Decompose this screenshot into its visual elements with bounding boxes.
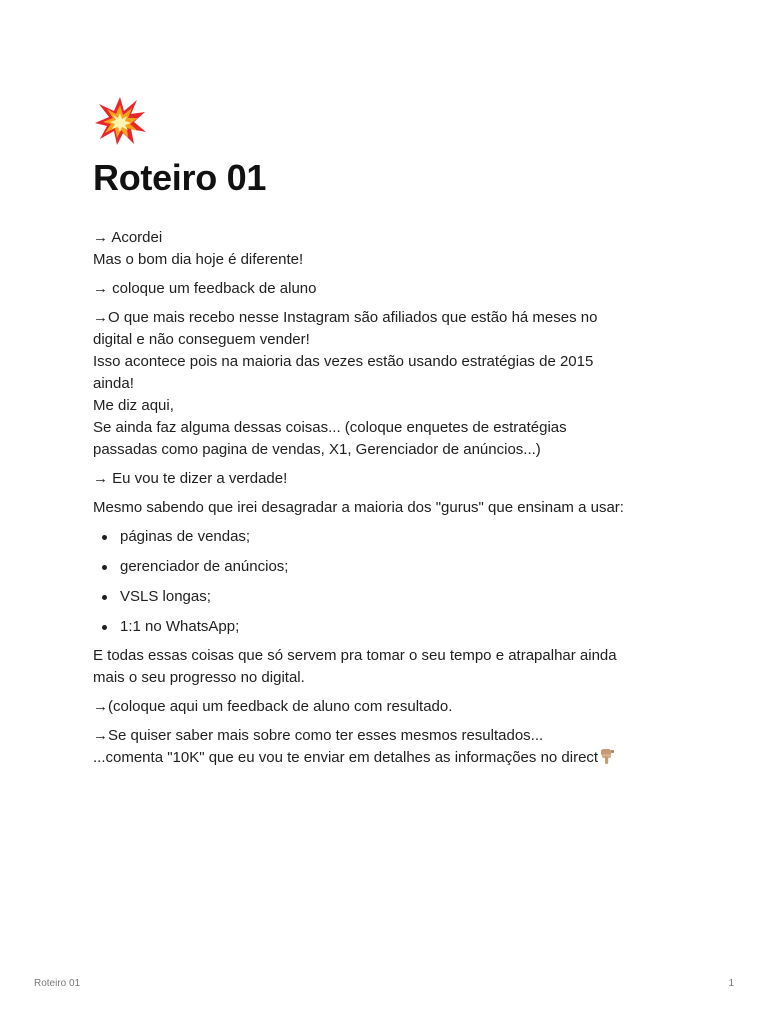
text-line: passadas como pagina de vendas, X1, Gerenciador de anúncios...) bbox=[93, 441, 541, 458]
page-title: Roteiro 01 bbox=[93, 157, 267, 198]
list-item-text: páginas de vendas; bbox=[120, 528, 251, 545]
text-line: Mas o bom dia hoje é diferente! bbox=[93, 251, 304, 268]
bullet-list bbox=[93, 526, 693, 638]
list-item-text: 1:1 no WhatsApp; bbox=[120, 618, 240, 635]
paragraph-waste-time bbox=[93, 645, 693, 689]
collision-icon bbox=[94, 96, 146, 146]
list-item bbox=[93, 586, 693, 608]
bullet-dot bbox=[102, 535, 107, 540]
text-line: Isso acontece pois na maioria das vezes estão usando estratégias de 2015 bbox=[93, 353, 594, 370]
paragraph-main-hook bbox=[93, 307, 693, 461]
paragraph-truth bbox=[93, 468, 693, 490]
text-line: →(coloque aqui um feedback de aluno com resultado. bbox=[93, 698, 453, 715]
text-line: E todas essas coisas que só servem pra tomar o seu tempo e atrapalhar ainda bbox=[93, 647, 617, 664]
document-page bbox=[93, 96, 693, 769]
text-line: Se ainda faz alguma dessas coisas... (coloque enquetes de estratégias bbox=[93, 419, 567, 436]
text-line: → Acordei bbox=[93, 229, 163, 246]
list-item-text: VSLS longas; bbox=[120, 588, 211, 605]
list-item bbox=[93, 526, 693, 548]
bullet-dot bbox=[102, 625, 107, 630]
paragraph-gurus bbox=[93, 497, 693, 519]
pointing-down-hand-icon bbox=[599, 748, 615, 765]
footer-page-number: 1 bbox=[728, 978, 734, 989]
text-line: ainda! bbox=[93, 375, 134, 392]
text-line: mais o seu progresso no digital. bbox=[93, 669, 305, 686]
paragraph-acordei bbox=[93, 227, 693, 271]
list-item bbox=[93, 616, 693, 638]
paragraph-cta bbox=[93, 725, 693, 769]
paragraph-result-feedback bbox=[93, 696, 693, 718]
text-line: →O que mais recebo nesse Instagram são afiliados que estão há meses no bbox=[93, 309, 598, 326]
text-line: ...comenta "10K" que eu vou te enviar em detalhes as informações no direct bbox=[93, 749, 599, 766]
list-item-text: gerenciador de anúncios; bbox=[120, 558, 289, 575]
paragraph-feedback-note bbox=[93, 278, 693, 300]
text-line: →Se quiser saber mais sobre como ter esses mesmos resultados... bbox=[93, 727, 544, 744]
bullet-dot bbox=[102, 565, 107, 570]
text-line: → coloque um feedback de aluno bbox=[93, 280, 317, 297]
bullet-dot bbox=[102, 595, 107, 600]
list-item bbox=[93, 556, 693, 578]
text-line: Me diz aqui, bbox=[93, 397, 174, 414]
text-line: → Eu vou te dizer a verdade! bbox=[93, 470, 288, 487]
text-line: digital e não conseguem vender! bbox=[93, 331, 310, 348]
footer-document-title: Roteiro 01 bbox=[34, 978, 81, 989]
text-line: Mesmo sabendo que irei desagradar a maioria dos "gurus" que ensinam a usar: bbox=[93, 499, 624, 516]
text-line-with-icon bbox=[93, 747, 693, 769]
